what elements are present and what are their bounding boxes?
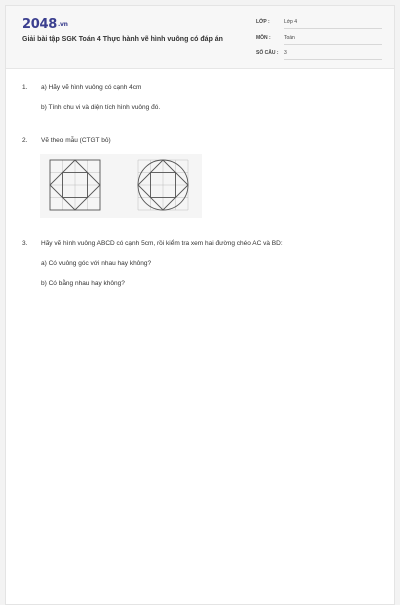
- question-line: b) Tính chu vi và diện tích hình vuông đó.: [41, 104, 161, 111]
- question-number: 2.: [22, 137, 28, 144]
- meta-count-label: SỐ CÂU :: [256, 50, 279, 56]
- site-logo[interactable]: [22, 17, 68, 32]
- logo-suffix: .vn: [57, 21, 68, 28]
- meta-count: [256, 50, 382, 62]
- question-number: 1.: [22, 84, 28, 91]
- question-line: Vẽ theo mẫu (CTGT bỏ): [41, 137, 111, 144]
- question-line: a) Hãy vẽ hình vuông có cạnh 4cm: [41, 84, 142, 91]
- meta-class-label: LỚP :: [256, 19, 270, 25]
- logo-text: 2048: [22, 17, 57, 32]
- meta-subject-value: Toán: [284, 35, 382, 45]
- meta-subject: [256, 35, 382, 47]
- question-number: 3.: [22, 240, 28, 247]
- page-title: Giải bài tập SGK Toán 4 Thực hành vẽ hình vuông có đáp án: [22, 36, 223, 43]
- worksheet-header: [6, 6, 394, 69]
- meta-class: [256, 19, 382, 31]
- meta-count-value: 3: [284, 50, 382, 60]
- question-line: a) Có vuông góc với nhau hay không?: [41, 260, 152, 267]
- sample-figure: [40, 154, 202, 218]
- question-line: Hãy vẽ hình vuông ABCD có cạnh 5cm, rồi kiểm tra xem hai đường chéo AC và BD:: [41, 240, 283, 247]
- question-line: b) Có bằng nhau hay không?: [41, 280, 125, 287]
- figure-background: [40, 154, 202, 218]
- worksheet-page: [5, 5, 395, 605]
- meta-class-value: Lớp 4: [284, 19, 382, 29]
- meta-subject-label: MÔN :: [256, 35, 271, 41]
